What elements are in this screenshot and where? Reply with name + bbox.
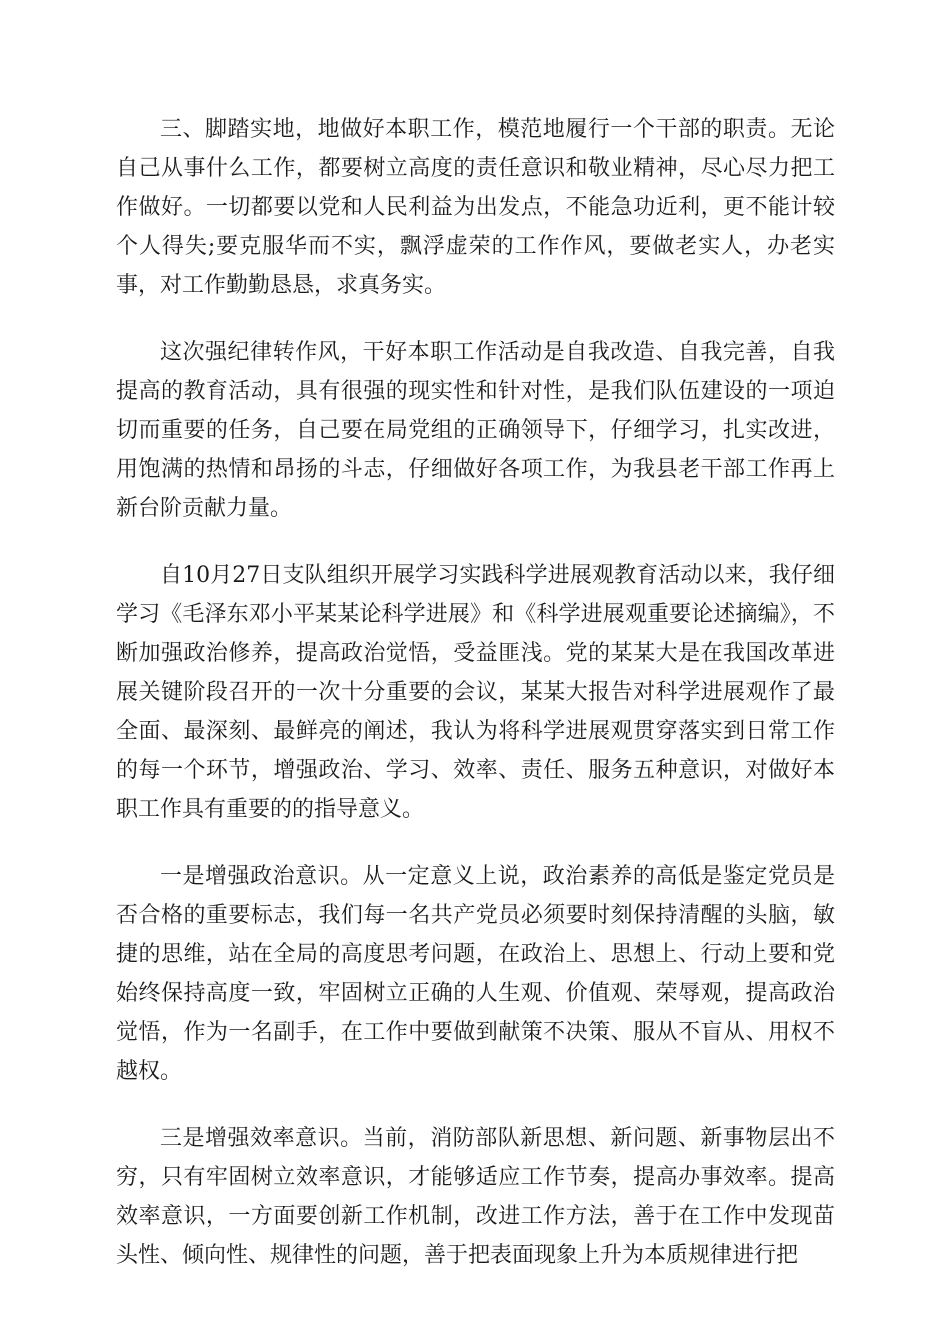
paragraph-2: 这次强纪律转作风，干好本职工作活动是自我改造、自我完善，自我提高的教育活动，具有很强的现实性和针对性，是我们队伍建设的一项迫切而重要的任务，自己要在局党组的正确领导下，仔细学习，扎实改进，用饱满的热情和昂扬的斗志，仔细做好各项工作，为我县老干部工作再上新台阶贡献力量。 <box>116 340 835 521</box>
paragraph-4: 一是增强政治意识。从一定意义上说，政治素养的高低是鉴定党员是否合格的重要标志，我们每一名共产党员必须要时刻保持清醒的头脑，敏捷的思维，站在全局的高度思考问题，在政治上、思想上、行动上要和党始终保持高度一致，牢固树立正确的人生观、价值观、荣辱观，提高政治觉悟，作为一名副手，在工作中要做到献策不决策、服从不盲从、用权不越权。 <box>116 864 835 1084</box>
paragraph-3: 自10月27日支队组织开展学习实践科学进展观教育活动以来，我仔细学习《毛泽东邓小平某某论科学进展》和《科学进展观重要论述摘编》，不断加强政治修养，提高政治觉悟，受益匪浅。党的某某大是在我国改革进展关键阶段召开的一次十分重要的会议，某某大报告对科学进展观作了最全面、最深刻、最鲜亮的阐述，我认为将科学进展观贯穿落实到日常工作的每一个环节，增强政治、学习、效率、责任、服务五种意识，对做好本职工作具有重要的的指导意义。 <box>116 563 835 822</box>
paragraph-5: 三是增强效率意识。当前，消防部队新思想、新问题、新事物层出不穷，只有牢固树立效率意识，才能够适应工作节奏，提高办事效率。提高效率意识，一方面要创新工作机制，改进工作方法，善于在工作中发现苗头性、倾向性、规律性的问题，善于把表面现象上升为本质规律进行把 <box>116 1126 835 1268</box>
paragraph-1: 三、脚踏实地，地做好本职工作，模范地履行一个干部的职责。无论自己从事什么工作，都要树立高度的责任意识和敬业精神，尽心尽力把工作做好。一切都要以党和人民利益为出发点，不能急功近利，更不能计较个人得失;要克服华而不实，飘浮虚荣的工作作风，要做老实人，办老实事，对工作勤勤恳恳，求真务实。 <box>116 117 835 298</box>
document-body <box>116 110 835 1303</box>
